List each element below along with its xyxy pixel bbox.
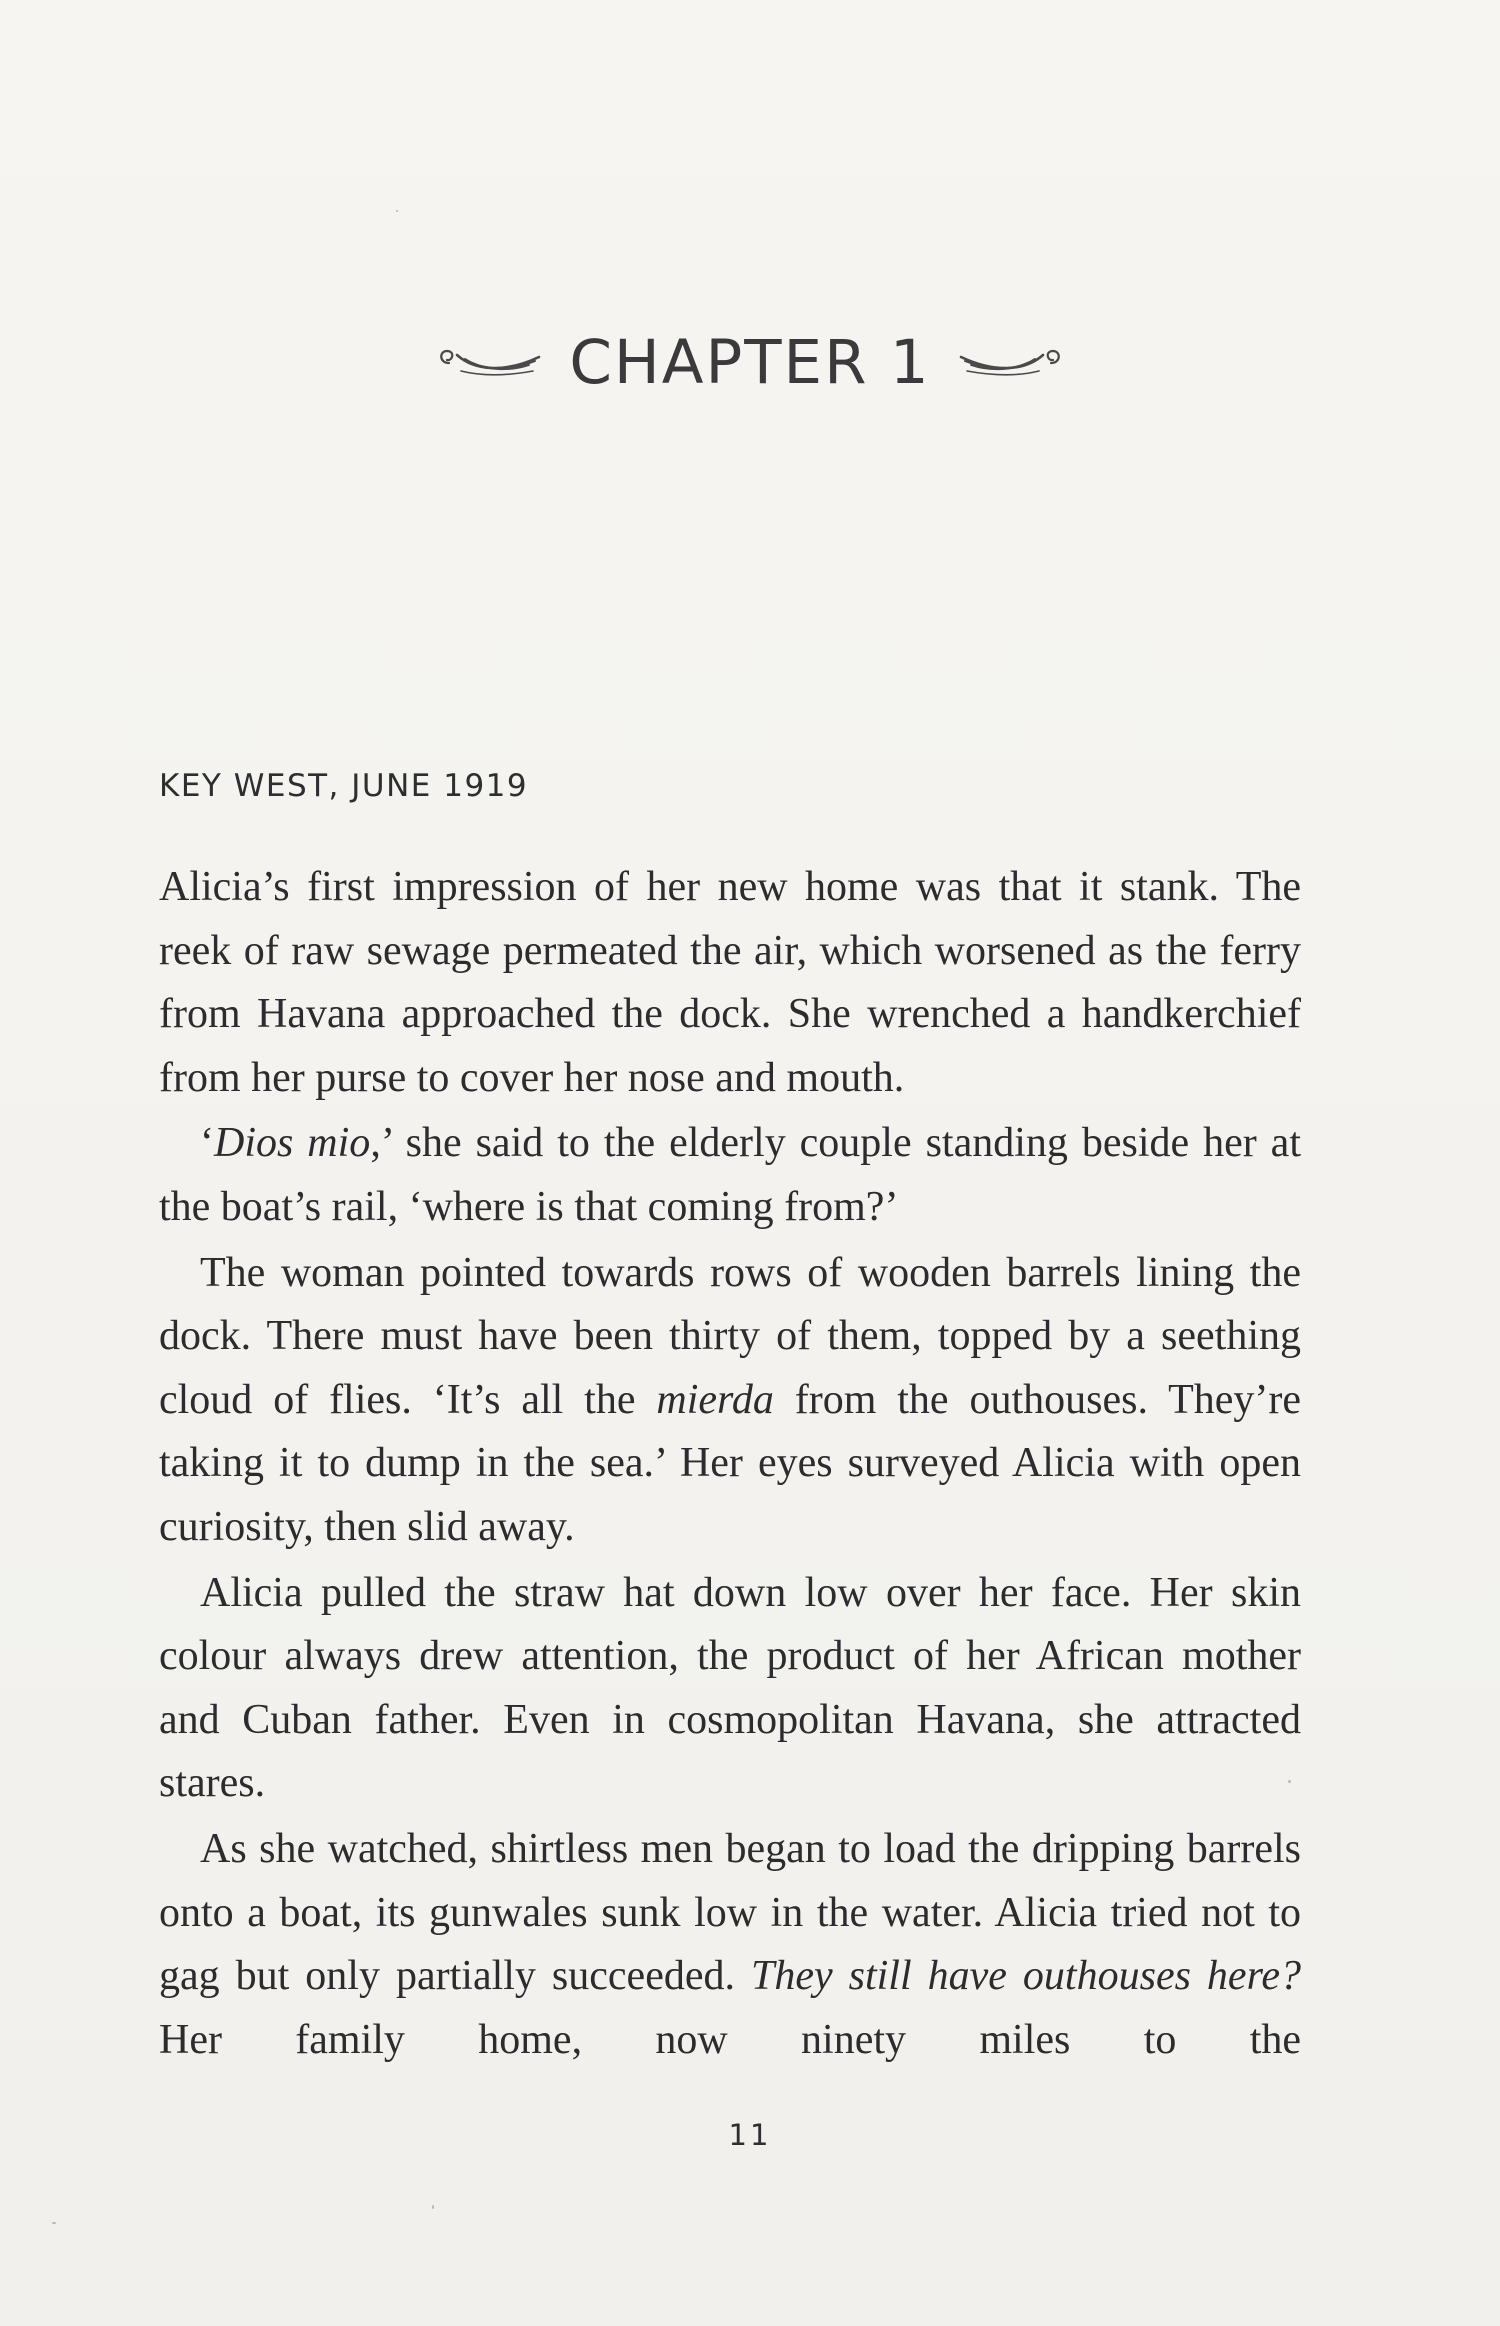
- chapter-title: CHAPTER 1: [569, 327, 931, 398]
- italic-text-segment: mierda: [656, 1376, 774, 1423]
- paper-speck: [396, 210, 398, 212]
- right-scroll-ornament-icon: [957, 341, 1065, 385]
- text-segment: ‘: [200, 1120, 214, 1167]
- left-scroll-ornament-icon: [435, 341, 543, 385]
- text-segment: from the outhouses. They’re taking it to dump in the sea.’ Her eyes surveyed Alicia with open curiosity, then slid away.: [159, 1376, 1301, 1550]
- italic-text-segment: Dios mio: [214, 1120, 371, 1167]
- paragraph: [159, 1112, 1301, 1239]
- text-segment: As she watched, shirtless men began to load the dripping barrels onto a boat, its gunwales sunk low in the water. Alicia tried not to gag but only partially succeeded.: [159, 1825, 1301, 2000]
- paper-speck: [432, 2205, 434, 2209]
- paragraph: [159, 856, 1301, 1110]
- chapter-heading: [0, 318, 1500, 408]
- text-segment: The woman pointed towards rows of wooden barrels lining the dock. There must have been thirty of them, topped by a seething cloud of flies. ‘It’s all the: [159, 1249, 1301, 1423]
- text-segment: Alicia pulled the straw hat down low over her face. Her skin colour always drew attention, the product of her African mother and Cuban father. Even in cosmopolitan Havana, she attracted stares.: [159, 1569, 1301, 1807]
- paragraph: [159, 1242, 1301, 1560]
- text-segment: ,’ she said to the elderly couple standing beside her at the boat’s rail, ‘where is that coming from?’: [159, 1120, 1301, 1230]
- text-segment: Her family home, now ninety miles to the: [159, 2016, 1301, 2063]
- paragraph: [159, 1562, 1301, 1816]
- chapter-body-text: [159, 856, 1301, 2072]
- paragraph: [159, 1818, 1301, 2072]
- place-date-heading: KEY WEST, JUNE 1919: [159, 768, 529, 804]
- page-number: 11: [728, 2118, 772, 2152]
- italic-text-segment: They still have outhouses here?: [750, 1953, 1301, 2000]
- paper-speck: [52, 2222, 56, 2224]
- text-segment: Alicia’s first impression of her new home was that it stank. The reek of raw sewage permeated the air, which worsened as the ferry from Havana approached the dock. She wrenched a handkerchief from her purse to cover her nose and mouth.: [159, 864, 1301, 1101]
